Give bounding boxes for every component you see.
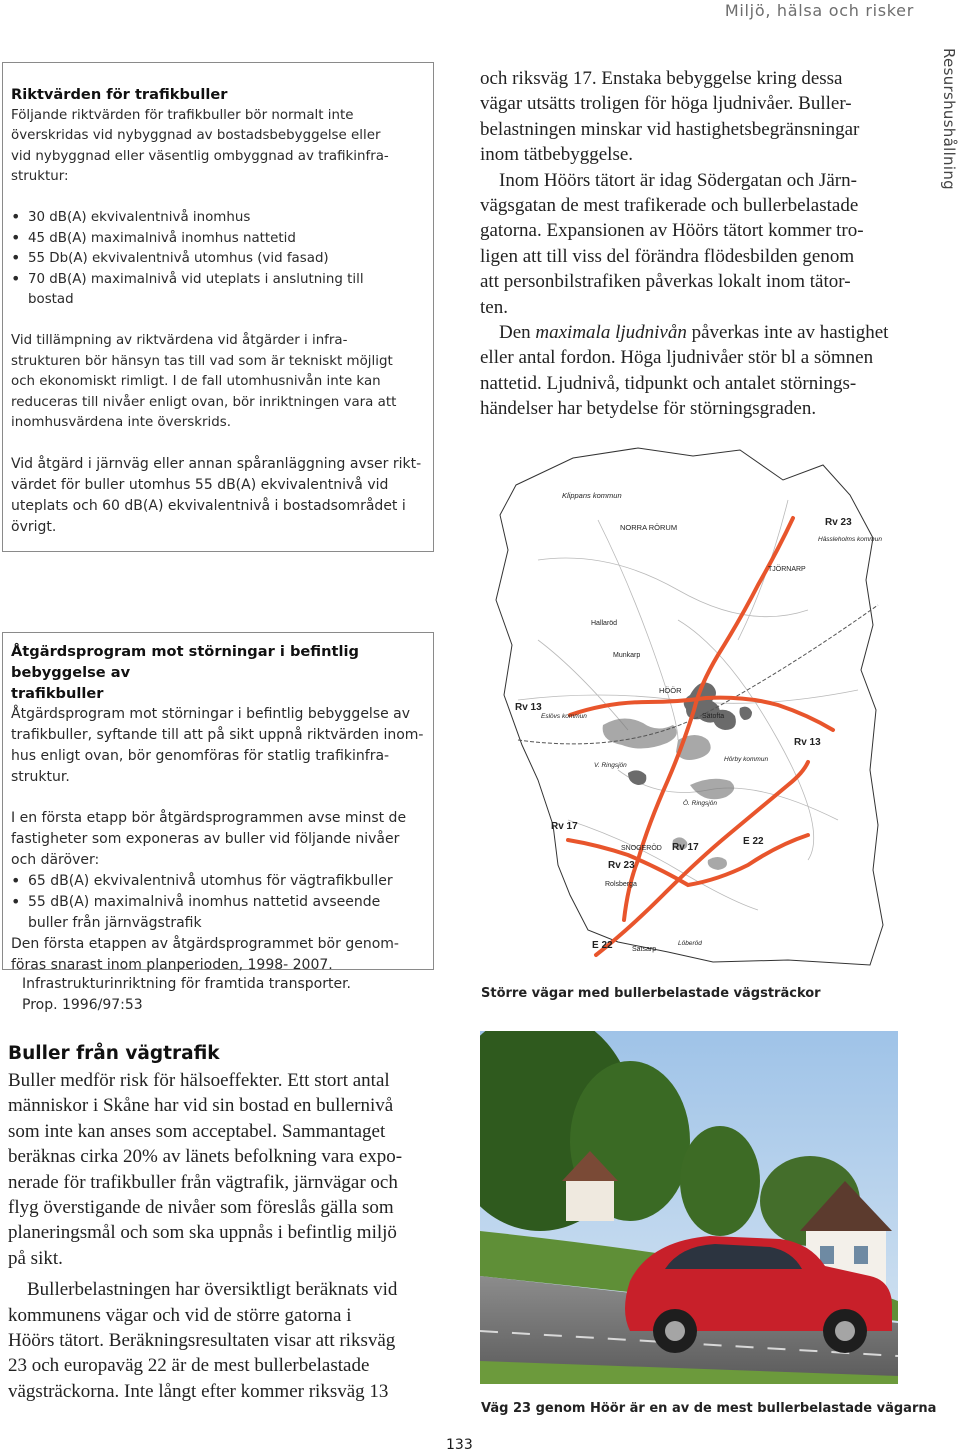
box-paragraph xyxy=(11,934,425,976)
text-line: uteplats och 60 dB(A) ekvivalentnivå i bostadsområdet i xyxy=(11,497,406,514)
map-label-rv23-bottom: Rv 23 xyxy=(608,860,635,871)
text-line: Den första etappen av åtgärdsprogrammet bör genom- xyxy=(11,936,399,952)
road-photo xyxy=(480,1031,898,1384)
text-line: och riksväg 17. Enstaka bebyggelse kring dessa xyxy=(480,68,843,89)
text-line: inom tätbebyggelse. xyxy=(480,144,634,166)
map-label-rolsberga: Rolsberga xyxy=(605,881,637,888)
text-line: nattetid. Ljudnivå, tidpunkt och antalet störnings- xyxy=(480,372,857,394)
text-line: Inom Höörs tätort är idag Södergatan och Järn- xyxy=(499,169,857,191)
map-label-klippan: Klippans kommun xyxy=(562,491,622,500)
text-line: struktur: xyxy=(11,169,69,185)
text-line: reduceras till nivåer enligt ovan, bör inriktningen vara att xyxy=(11,394,397,410)
text-line: nerade för trafikbuller från vägtrafik, järnvägar och xyxy=(8,1171,398,1193)
text-line: som inte kan anses som acceptabel. Sammantaget xyxy=(8,1120,386,1142)
text-line: Åtgärdsprogram mot störningar i befintlig bebyggelse av xyxy=(11,643,359,681)
list-item: • 55 dB(A) maximalnivå inomhus nattetid avseende buller från järnvägstrafik xyxy=(11,892,388,934)
reference-note xyxy=(22,974,351,1016)
text-line: inomhusvärdena inte överskrids. xyxy=(11,415,231,431)
threshold-list xyxy=(11,871,425,934)
map-label-rv23-top: Rv 23 xyxy=(825,517,852,528)
list-item: • 55 Db(A) ekvivalentnivå utomhus (vid fasad) xyxy=(11,249,425,270)
text-line: övrigt. xyxy=(11,518,57,535)
text-line: vid nybyggnad eller väsentlig ombyggnad av trafikinfra- xyxy=(11,148,389,164)
map-label-loberod: Löberöd xyxy=(678,940,702,947)
map-label-norra-rorum: NORRA RÖRUM xyxy=(620,523,678,532)
right-column-text xyxy=(480,66,896,422)
text-line: värdet för buller utomhus 55 dB(A) ekvivalentnivå vid xyxy=(11,476,389,493)
text-line: Följande riktvärden för trafikbuller bör normalt inte xyxy=(11,107,354,123)
map-caption: Större vägar med bullerbelastade vägsträckor xyxy=(481,986,821,1001)
text-line: kommunens vägar och vid de större gatorna i xyxy=(8,1304,352,1326)
map-label-hassleholm: Hässleholms kommun xyxy=(818,536,882,543)
text-line: trafikbuller xyxy=(11,685,104,702)
list-item: • 45 dB(A) maximalnivå inomhus nattetid xyxy=(11,229,425,250)
text-line: och ekonomiskt rimligt. I de fall utomhusnivån inte kan xyxy=(11,374,381,390)
text-line: beräknas cirka 20% av länets befolkning vara expo- xyxy=(8,1146,403,1168)
text-line: Åtgärdsprogram mot störningar i befintlig bebyggelse av xyxy=(11,706,411,722)
text-line: Prop. 1996/97:53 xyxy=(22,997,143,1013)
map-label-tjornarp: TJÖRNARP xyxy=(768,566,806,573)
box-paragraph xyxy=(11,454,425,538)
list-item: • 70 dB(A) maximalnivå vid uteplats i anslutning till bostad xyxy=(11,270,388,311)
side-tab-label: Resurshushållning xyxy=(940,48,958,190)
box-paragraph xyxy=(11,331,425,434)
list-item: • 65 dB(A) ekvivalentnivå utomhus för vägtrafikbuller xyxy=(11,871,425,892)
box-paragraph xyxy=(11,808,425,871)
text-line: trafikbuller, syftande till att på sikt uppnå riktvärden inom- xyxy=(11,727,424,743)
map-label-rv17-mid: Rv 17 xyxy=(672,842,699,853)
text-line: Bullerbelastningen har översiktligt beräknats vid xyxy=(27,1279,398,1301)
text-line: på sikt. xyxy=(8,1247,63,1269)
text-line: planeringsmål och som ska uppnås i befintlig miljö xyxy=(8,1222,397,1244)
text-line: flyg överstigande de nivåer som föreslås gälla som xyxy=(8,1197,394,1219)
section-title: Miljö, hälsa och risker xyxy=(724,1,914,20)
text-line: ten. xyxy=(480,296,508,318)
text-line: Infrastrukturinriktning för framtida transporter. xyxy=(22,976,351,992)
text-line: föras snarast inom planperioden, 1998- 2007. xyxy=(11,957,333,973)
text-line: gatorna. Expansionen av Höörs tätort kommer tro- xyxy=(480,220,864,242)
box-title: Riktvärden för trafikbuller xyxy=(11,86,228,103)
map-label-satsarp: Satsarp xyxy=(632,946,657,953)
emphasis-text: maximala ljudnivån xyxy=(535,322,687,344)
text-line: eller antal fordon. Höga ljudnivåer stör bl a sömnen xyxy=(480,347,874,369)
map-label-e22-bottom: E 22 xyxy=(592,940,613,951)
text-line: struktur. xyxy=(11,769,70,785)
text-line: överskridas vid nybyggnad av bostadsbebyggelse eller xyxy=(11,128,381,144)
text-line: händelser har betydelse för störningsgraden. xyxy=(480,398,817,420)
text-line: vägar utsätts troligen för höga ljudnivåer. Buller- xyxy=(480,93,852,115)
text-line: I en första etapp bör åtgärdsprogrammen avse minst de xyxy=(11,810,407,826)
text-line: Vid åtgärd i järnväg eller annan spåranläggning avser rikt- xyxy=(11,455,422,472)
text-line: ligen att till viss del förändra flödesbilden genom xyxy=(480,245,855,267)
list-item: • 30 dB(A) ekvivalentnivå inomhus xyxy=(11,208,425,229)
map-label-e22-right: E 22 xyxy=(743,836,764,847)
section-heading: Buller från vägtrafik xyxy=(8,1043,220,1064)
road-noise-map xyxy=(478,440,898,980)
text-line: Vid tillämpning av riktvärdena vid åtgärder i infra- xyxy=(11,332,348,348)
map-label-snogerod: SNOGERÖD xyxy=(621,845,662,852)
text-line: människor i Skåne har vid sin bostad en bullernivå xyxy=(8,1095,394,1117)
text-line: strukturen bör hänsyn tas till vad som är tekniskt möjligt xyxy=(11,353,393,369)
text-line: Höörs tätort. Beräkningsresultaten visar att riksväg xyxy=(8,1330,396,1352)
map-label-horby: Hörby kommun xyxy=(724,756,769,763)
map-label-satofta: Sätofta xyxy=(702,713,725,720)
map-label-eslov: Eslövs kommun xyxy=(541,713,587,720)
text-line: att personbilstrafiken påverkas lokalt inom tätor- xyxy=(480,271,851,293)
text-line xyxy=(480,320,896,345)
photo-caption: Väg 23 genom Höör är en av de mest bullerbelastade vägarna xyxy=(481,1401,937,1416)
guideline-list xyxy=(11,208,425,311)
map-label-hoor: HÖÖR xyxy=(659,686,682,695)
page-number: 133 xyxy=(446,1437,473,1453)
map-label-rv17-left: Rv 17 xyxy=(551,821,578,832)
box-paragraph xyxy=(11,704,425,788)
text-line: vägsträckorna. Inte långt efter kommer riksväg 13 xyxy=(8,1380,389,1402)
text-line: fastigheter som exponeras av buller vid följande nivåer xyxy=(11,831,400,847)
map-label-rv13-right: Rv 13 xyxy=(794,737,821,748)
text-fragment: påverkas inte av hastighet xyxy=(686,322,889,344)
text-line: Buller medför risk för hälsoeffekter. Ett stort antal xyxy=(8,1070,390,1091)
box-title xyxy=(11,641,425,704)
action-program-box xyxy=(2,632,434,973)
text-line: hus enligt ovan, bör genomföras för statlig trafikinfra- xyxy=(11,748,390,764)
text-fragment: Den xyxy=(499,322,536,344)
text-line: vägsgatan de mest trafikerade och bullerbelastade xyxy=(480,195,859,217)
text-line: belastningen minskar vid hastighetsbegränsningar xyxy=(480,118,860,140)
text-line: och däröver: xyxy=(11,852,100,868)
map-label-o-ringsjon: Ö. Ringsjön xyxy=(683,800,717,807)
map-label-munkarp: Munkarp xyxy=(613,652,641,659)
guideline-box xyxy=(2,62,434,552)
box-intro xyxy=(11,106,425,188)
text-line: 23 och europaväg 22 är de mest bullerbelastade xyxy=(8,1355,370,1377)
map-label-rv13-left: Rv 13 xyxy=(515,702,542,713)
map-label-hallarod: Hallaröd xyxy=(591,620,618,627)
body-text xyxy=(8,1068,426,1404)
map-label-v-ringsjon: V. Ringsjön xyxy=(594,762,627,769)
